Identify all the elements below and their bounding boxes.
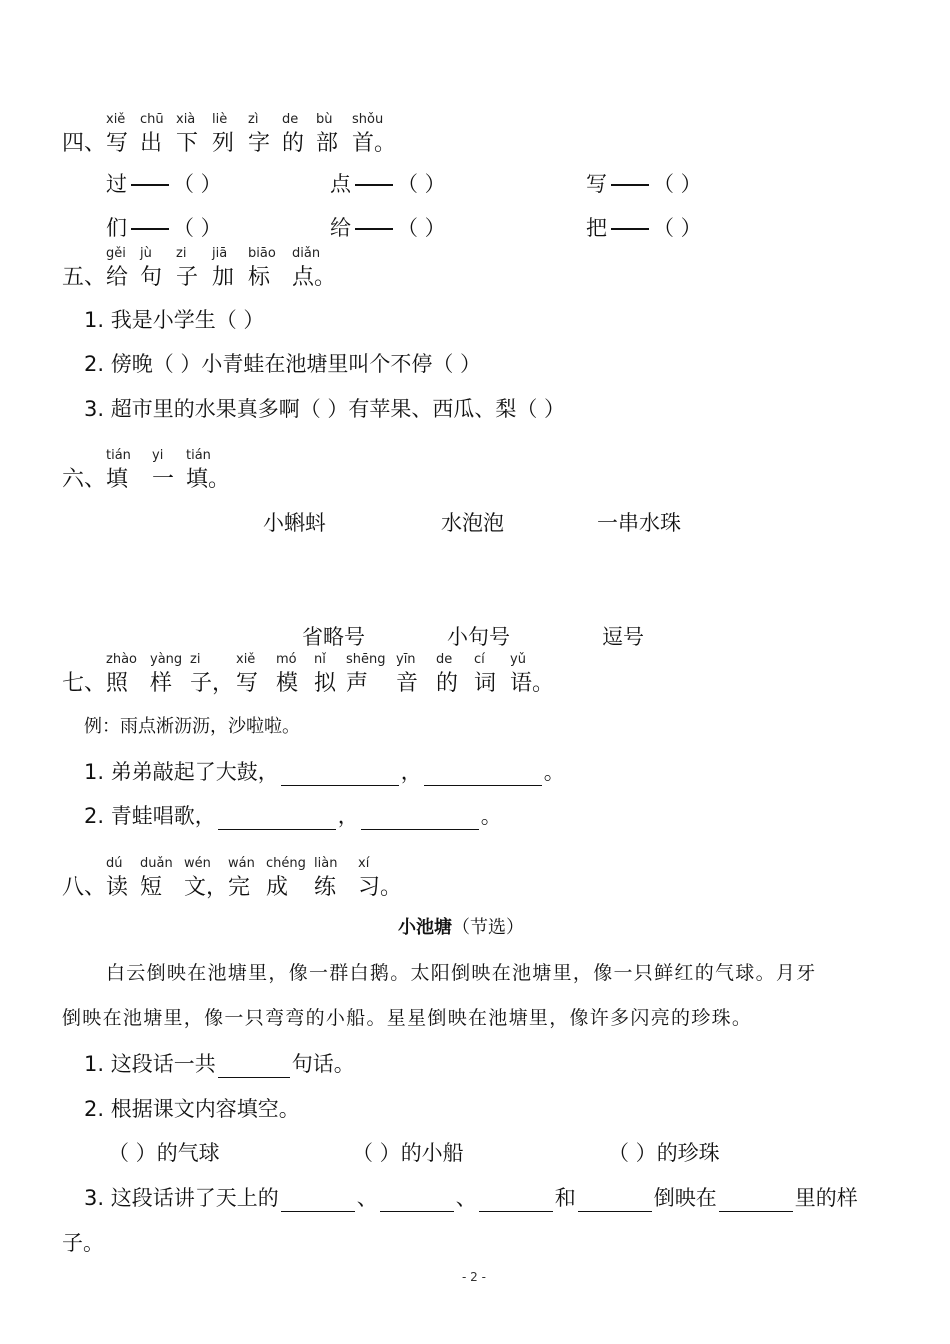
answer-blank[interactable]: （ ） [608,1141,657,1165]
passage-title: 小池塘（节选） [398,917,524,938]
pinyin-syllable: liàn [314,856,338,871]
pinyin-syllable: duǎn [140,856,173,871]
heading-character: 音 [396,671,419,696]
heading-character: 的 [436,671,459,696]
pinyin-syllable: nǐ [314,652,326,667]
pinyin-syllable: jiā [212,246,228,261]
pinyin-syllable: mó [276,652,297,667]
heading-character: 完 [228,875,251,900]
heading-character: 给 [106,265,129,290]
pinyin-syllable: wán [228,856,255,871]
onomatopoeia-q1: 1. 弟弟敲起了大鼓， ， 。 [84,760,565,784]
radical-item: 写 （ ） [586,172,702,196]
pinyin-syllable: bù [316,112,333,127]
reading-q2: 2. 根据课文内容填空。 [84,1097,300,1121]
heading-character: 写 [106,131,129,156]
heading-character: 首。 [352,131,397,156]
section7-heading [62,652,582,696]
fill-word: 水泡泡 [441,511,504,535]
answer-blank[interactable] [719,1189,793,1212]
heading-character: 句 [140,265,163,290]
dash-line [355,228,393,230]
answer-blank[interactable] [218,807,336,830]
example-line: 例：雨点淅沥沥，沙啦啦。 [84,716,300,737]
punct-item-2: 2. 傍晚（ ）小青蛙在池塘里叫个不停（ ） [84,352,482,376]
pinyin-syllable: tián [186,448,211,463]
pinyin-syllable: dú [106,856,123,871]
pinyin-syllable: wén [184,856,211,871]
pinyin-syllable: yi [152,448,164,463]
radical-item: 过 （ ） [106,172,222,196]
answer-blank[interactable]: （ ） [653,172,702,196]
pinyin-syllable: chéng [266,856,306,871]
section6-heading [62,448,362,492]
fill-item: （ ）的小船 [352,1141,464,1165]
reading-q3-continued: 子。 [62,1231,104,1255]
fill-word: 小句号 [447,625,510,649]
answer-blank[interactable]: （ ） [173,216,222,240]
pinyin-syllable: tián [106,448,131,463]
reading-q1: 1. 这段话一共 句话。 [84,1052,355,1076]
heading-character: 习。 [358,875,403,900]
heading-character: 一 [152,467,175,492]
answer-blank[interactable]: （ ） [352,1141,401,1165]
heading-character: 成 [266,875,289,900]
section5-number: 五、 [62,265,107,290]
pinyin-syllable: xià [176,112,196,127]
heading-character: 短 [140,875,163,900]
passage-line-1: 白云倒映在池塘里，像一群白鹅。太阳倒映在池塘里，像一只鲜红的气球。月牙 [106,962,817,984]
section5-heading [62,246,462,290]
punct-item-3: 3. 超市里的水果真多啊（ ）有苹果、西瓜、梨（ ） [84,397,566,421]
fill-word: 一串水珠 [597,511,681,535]
page-number: - 2 - [462,1270,486,1284]
pinyin-syllable: yàng [150,652,183,667]
heading-character: 读 [106,875,129,900]
answer-blank[interactable] [218,1055,290,1078]
answer-blank[interactable]: （ ） [397,172,446,196]
answer-blank[interactable] [380,1189,454,1212]
pinyin-syllable: shēng [346,652,386,667]
fill-item: （ ）的气球 [108,1141,220,1165]
pinyin-syllable: zhào [106,652,137,667]
heading-character: 词 [474,671,497,696]
heading-character: 样 [150,671,173,696]
answer-blank[interactable]: （ ） [108,1141,157,1165]
answer-blank[interactable] [361,807,479,830]
heading-character: 声 [346,671,369,696]
heading-character: 标 [248,265,271,290]
section6-number: 六、 [62,467,107,492]
dash-line [131,184,169,186]
answer-blank[interactable] [281,763,399,786]
dash-line [611,228,649,230]
pinyin-syllable: yǔ [510,652,526,667]
pinyin-syllable: biāo [248,246,276,261]
answer-blank[interactable] [281,1189,355,1212]
radical-item: 给 （ ） [330,216,446,240]
heading-character: 部 [316,131,339,156]
pinyin-syllable: yīn [396,652,416,667]
section4-heading [62,112,582,156]
answer-blank[interactable] [578,1189,652,1212]
heading-character: 子 [176,265,199,290]
heading-character: 文， [184,875,229,900]
radical-item: 们 （ ） [106,216,222,240]
pinyin-syllable: zi [190,652,201,667]
pinyin-syllable: zì [248,112,259,127]
heading-character: 列 [212,131,235,156]
pinyin-syllable: xiě [106,112,126,127]
pinyin-syllable: gěi [106,246,126,261]
heading-character: 的 [282,131,305,156]
heading-character: 拟 [314,671,337,696]
section7-number: 七、 [62,671,107,696]
passage-line-2: 倒映在池塘里，像一只弯弯的小船。星星倒映在池塘里，像许多闪亮的珍珠。 [62,1007,753,1029]
pinyin-syllable: xiě [236,652,256,667]
heading-character: 照 [106,671,129,696]
answer-blank[interactable]: （ ） [397,216,446,240]
heading-character: 出 [140,131,163,156]
fill-item: （ ）的珍珠 [608,1141,720,1165]
pinyin-syllable: de [436,652,453,667]
dash-line [611,184,649,186]
fill-word: 省略号 [302,625,365,649]
radical-item: 点 （ ） [330,172,446,196]
pinyin-syllable: cí [474,652,485,667]
answer-blank[interactable]: （ ） [173,172,222,196]
heading-character: 字 [248,131,271,156]
pinyin-syllable: diǎn [292,246,321,261]
pinyin-syllable: jù [140,246,152,261]
heading-character: 子， [190,671,235,696]
pinyin-syllable: zi [176,246,187,261]
onomatopoeia-q2: 2. 青蛙唱歌， ， 。 [84,804,502,828]
dash-line [131,228,169,230]
radical-item: 把 （ ） [586,216,702,240]
dash-line [355,184,393,186]
pinyin-syllable: de [282,112,299,127]
pinyin-syllable: xí [358,856,370,871]
fill-word: 逗号 [602,625,644,649]
answer-blank[interactable]: （ ） [653,216,702,240]
answer-blank[interactable] [424,763,542,786]
answer-blank[interactable] [479,1189,553,1212]
heading-character: 练 [314,875,337,900]
heading-character: 加 [212,265,235,290]
heading-character: 模 [276,671,299,696]
heading-character: 语。 [510,671,555,696]
heading-character: 点。 [292,265,337,290]
pinyin-syllable: liè [212,112,228,127]
heading-character: 下 [176,131,199,156]
section4-number: 四、 [62,131,107,156]
heading-character: 填。 [186,467,231,492]
fill-word: 小蝌蚪 [263,511,326,535]
heading-character: 填 [106,467,129,492]
heading-character: 写 [236,671,259,696]
punct-item-1: 1. 我是小学生（ ） [84,308,265,332]
pinyin-syllable: chū [140,112,164,127]
pinyin-syllable: shǒu [352,112,384,127]
reading-q3: 3. 这段话讲了天上的 、 、 和 倒映在 里的样 [84,1186,858,1210]
section8-number: 八、 [62,875,107,900]
section8-heading [62,856,482,900]
